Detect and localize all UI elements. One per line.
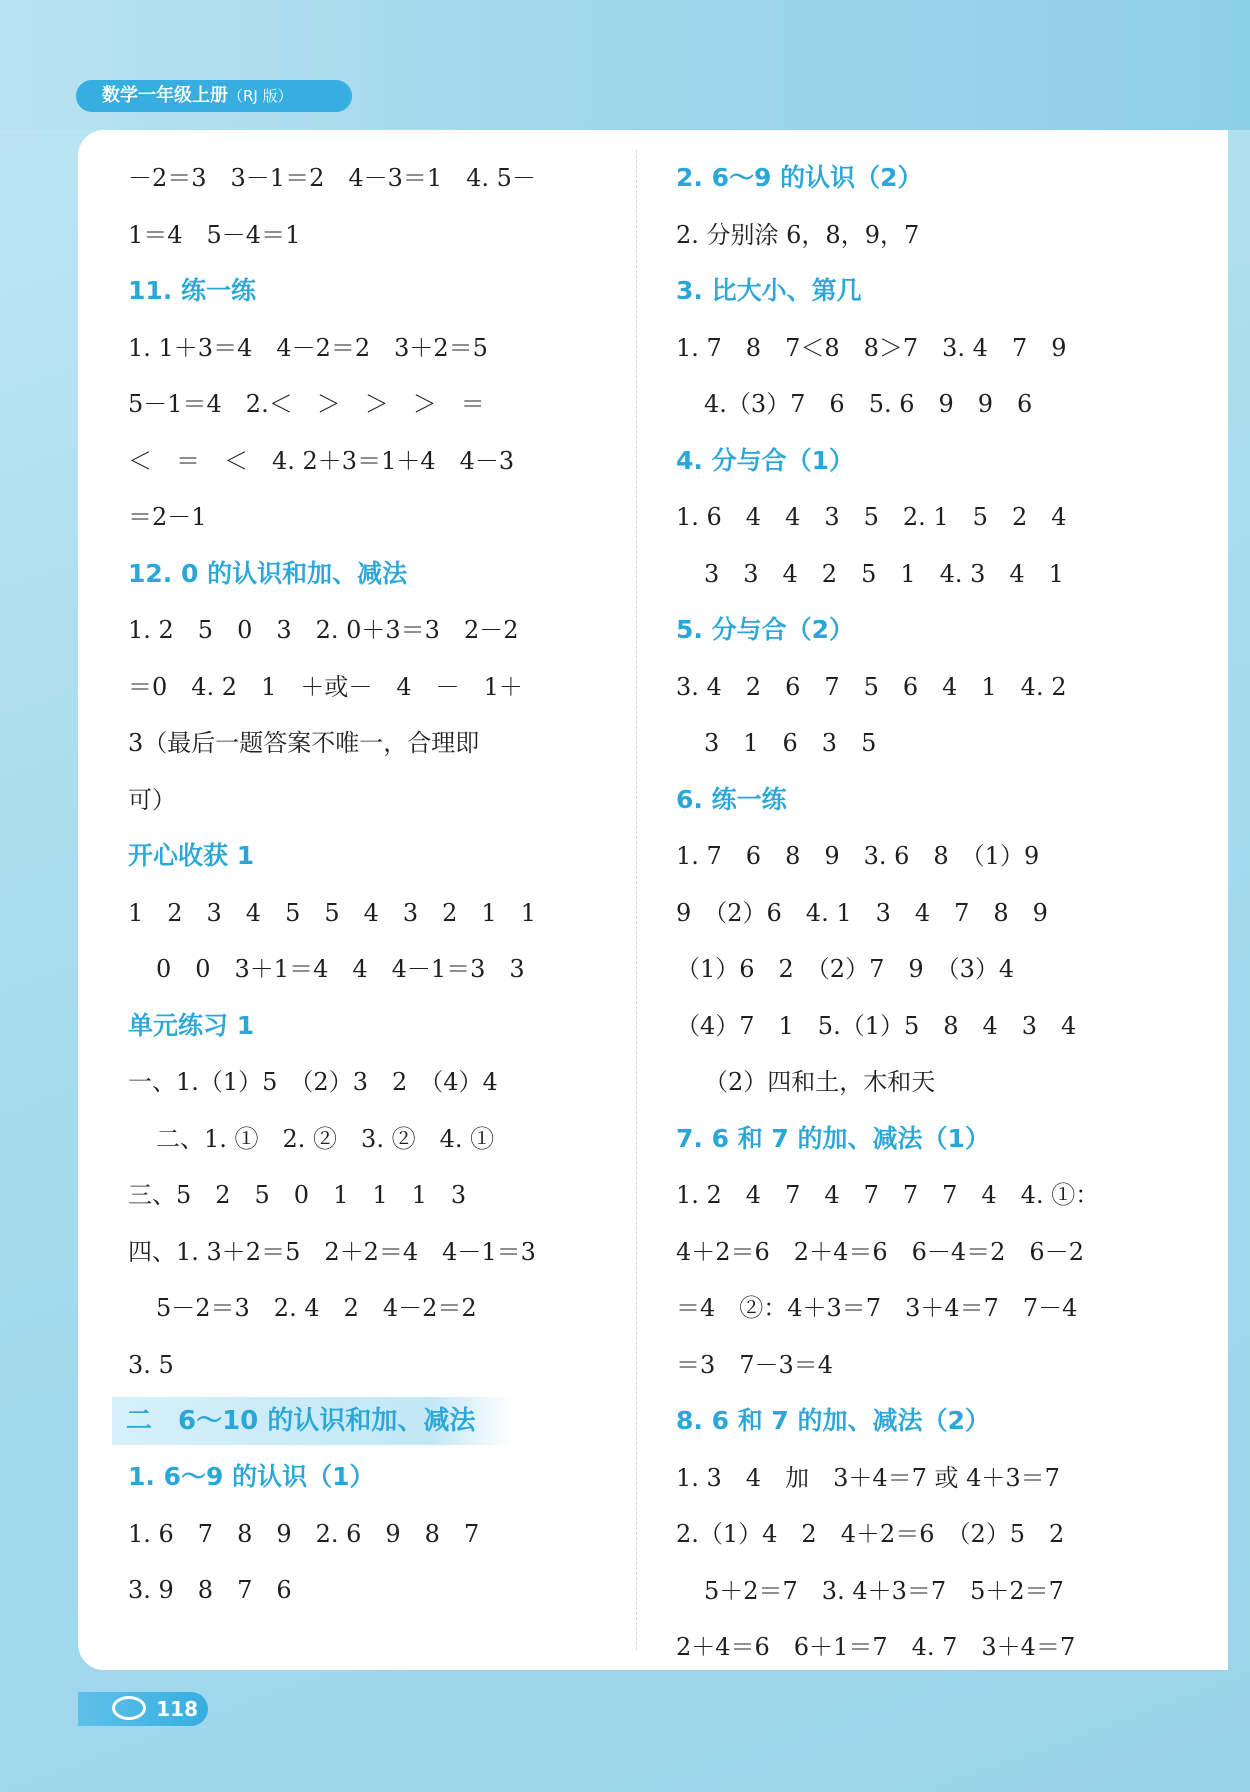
section-heading: 开心收获 1 [128,841,255,870]
answer-line: 3. 9 8 7 6 [128,1576,292,1604]
section-heading: 12. 0 的认识和加、减法 [128,558,408,588]
ring-icon [112,1696,146,1720]
section-heading: 8. 6 和 7 的加、减法（2） [676,1406,990,1435]
answer-line: 1. 7 6 8 9 3. 6 8 （1）9 [676,842,1040,870]
answer-line: 1. 6 7 8 9 2. 6 9 8 7 [128,1519,480,1548]
answer-line: 1. 2 5 0 3 2. 0＋3＝3 2－2 [128,616,519,644]
answer-line: ＝4 ②：4＋3＝7 3＋4＝7 7－4 [676,1294,1078,1322]
answer-line: 三、5 2 5 0 1 1 1 3 [128,1181,467,1209]
section-heading: 6. 练一练 [676,784,787,814]
answer-line: 可） [128,785,176,814]
answer-line: 4.（3）7 6 5. 6 9 9 6 [704,390,1033,418]
answer-line: 5＋2＝7 3. 4＋3＝7 5＋2＝7 [704,1576,1064,1605]
answer-line: －2＝3 3－1＝2 4－3＝1 4. 5－ [128,164,536,192]
answer-line: 2＋4＝6 6＋1＝7 4. 7 3＋4＝7 [676,1633,1076,1661]
unit-banner: 二 6～10 的认识和加、减法 [112,1397,512,1445]
answer-line: 一、1.（1）5 （2）3 2 （4）4 [128,1068,498,1096]
answer-line: 3. 5 [128,1350,174,1379]
section-heading: 2. 6～9 的认识（2） [676,163,923,192]
column-divider [636,150,637,1650]
section-heading: 1. 6～9 的认识（1） [128,1462,375,1491]
answer-line: 四、1. 3＋2＝5 2＋2＝4 4－1＝3 [128,1237,536,1266]
section-heading: 7. 6 和 7 的加、减法（1） [676,1123,990,1153]
page-number: 118 [156,1697,198,1721]
answer-line: 1. 2 4 7 4 7 7 7 4 4. ①： [676,1181,1100,1209]
answer-line: 9 （2）6 4. 1 3 4 7 8 9 [676,898,1048,927]
section-heading: 11. 练一练 [128,276,256,305]
answer-line: 0 0 3＋1＝4 4 4－1＝3 3 [156,955,525,983]
section-heading: 5. 分与合（2） [676,615,854,644]
answer-line: 2. 分别涂 6，8，9，7 [676,220,920,249]
answer-line: ＜ ＝ ＜ 4. 2＋3＝1＋4 4－3 [128,446,515,475]
answer-line: 3（最后一题答案不唯一，合理即 [128,729,480,757]
answer-line: 1. 6 4 4 3 5 2. 1 5 2 4 [676,503,1067,531]
answer-line: 1. 7 8 7＜8 8＞7 3. 4 7 9 [676,333,1067,362]
edition-label: （RJ 版） [228,87,293,105]
book-title-tab [76,80,352,112]
answer-line: 3 3 4 2 5 1 4. 3 4 1 [704,559,1064,588]
answer-line: 1. 1＋3＝4 4－2＝2 3＋2＝5 [128,333,488,362]
answer-line: ＝3 7－3＝4 [676,1350,834,1379]
answer-line: 1 2 3 4 5 5 4 3 2 1 1 [128,898,536,927]
answer-line: 3 1 6 3 5 [704,729,877,757]
answer-line: 2.（1）4 2 4＋2＝6 （2）5 2 [676,1520,1065,1548]
answer-line: 5－1＝4 2.＜ ＞ ＞ ＞ ＝ [128,390,485,418]
answer-line: （2）四和土，木和天 [704,1068,936,1096]
answer-line: ＝2－1 [128,503,207,531]
answer-line: （4）7 1 5.（1）5 8 4 3 4 [676,1011,1077,1040]
answer-line: 4＋2＝6 2＋4＝6 6－4＝2 6－2 [676,1237,1084,1266]
answer-line: 1. 3 4 加 3＋4＝7 或 4＋3＝7 [676,1463,1060,1492]
left-answer-column [128,150,608,1619]
answer-line: （1）6 2 （2）7 9 （3）4 [676,955,1015,983]
right-answer-column [676,150,1176,1676]
book-title: 数学一年级上册 [102,85,228,106]
answer-line: 1＝4 5－4＝1 [128,220,301,249]
page-number-tab [78,1692,208,1726]
section-heading: 4. 分与合（1） [676,445,854,475]
answer-line: 3. 4 2 6 7 5 6 4 1 4. 2 [676,672,1067,701]
section-heading: 3. 比大小、第几 [676,276,862,305]
answer-line: 5－2＝3 2. 4 2 4－2＝2 [156,1294,477,1322]
section-heading: 单元练习 1 [128,1010,255,1040]
answer-line: ＝0 4. 2 1 ＋或－ 4 － 1＋ [128,672,523,701]
answer-line: 二、1. ① 2. ② 3. ② 4. ① [156,1124,495,1153]
